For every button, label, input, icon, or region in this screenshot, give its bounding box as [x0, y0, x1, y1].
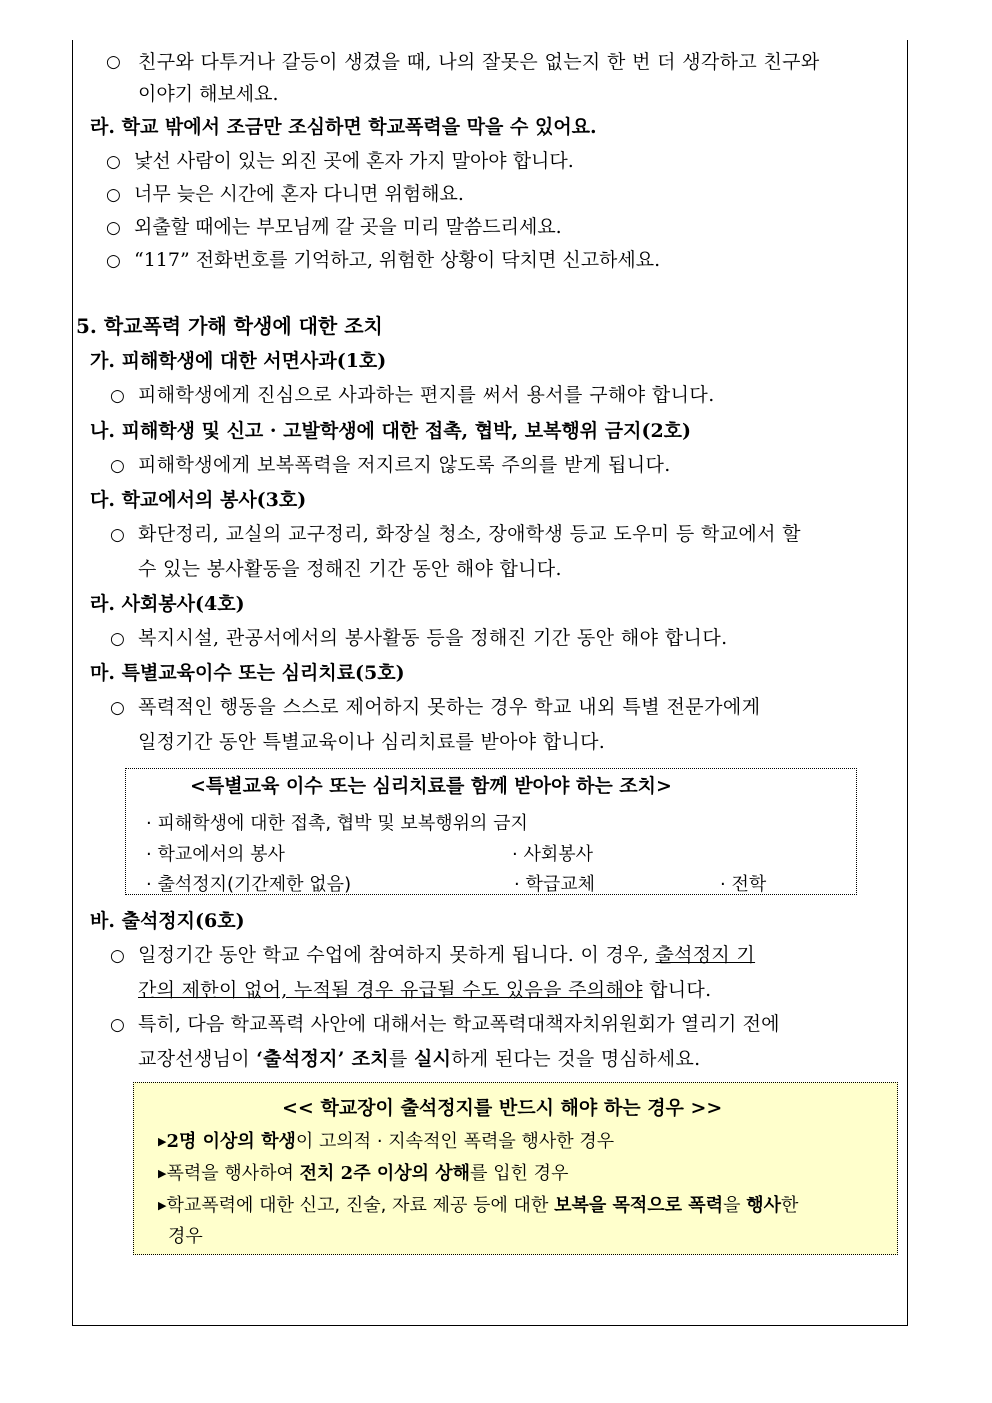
ga-heading: 가. 피해학생에 대한 서면사과(1호) [90, 350, 387, 372]
special-education-box [125, 768, 857, 895]
ba-p1-line-2: 간의 제한이 없어, 누적될 경우 유급될 수도 있음을 주의해야 합니다. [138, 979, 712, 1001]
principal-box-item-1: ▶2명 이상의 학생이 고의적 · 지속적인 폭력을 행사한 경우 [158, 1131, 615, 1152]
da-line-1: 화단정리, 교실의 교구정리, 화장실 청소, 장애학생 등교 도우미 등 학교에서 할 [138, 523, 801, 545]
principal-box-item-3: ▶학교폭력에 대한 신고, 진술, 자료 제공 등에 대한 보복을 목적으로 폭력을 행사한 [158, 1195, 799, 1216]
bullet-icon: ○ [106, 218, 121, 238]
special-box-item: · 학급교체 [514, 874, 595, 895]
ra-item-1: 낯선 사람이 있는 외진 곳에 혼자 가지 말아야 합니다. [134, 150, 574, 172]
bullet-icon: ○ [110, 629, 125, 649]
special-box-item: · 피해학생에 대한 접촉, 협박 및 보복행위의 금지 [146, 813, 528, 834]
bullet-icon: ○ [110, 386, 125, 406]
ra-item-4: “117” 전화번호를 기억하고, 위험한 상황이 닥치면 신고하세요. [134, 249, 661, 271]
ma-line-1: 폭력적인 행동을 스스로 제어하지 못하는 경우 학교 내외 특별 전문가에게 [138, 696, 761, 718]
special-box-title: <특별교육 이수 또는 심리치료를 함께 받아야 하는 조치> [190, 775, 672, 797]
ba-p2-line-1: 특히, 다음 학교폭력 사안에 대해서는 학교폭력대책자치위원회가 열리기 전에 [138, 1013, 780, 1035]
principal-box-item-2: ▶폭력을 행사하여 전치 2주 이상의 상해를 입힌 경우 [158, 1163, 569, 1184]
da-line-2: 수 있는 봉사활동을 정해진 기간 동안 해야 합니다. [138, 558, 562, 580]
principal-box-title: << 학교장이 출석정지를 반드시 해야 하는 경우 >> [282, 1097, 723, 1119]
ba-heading: 바. 출석정지(6호) [90, 910, 245, 932]
bullet-icon: ○ [106, 152, 121, 172]
principal-box-item-3-cont: 경우 [168, 1226, 203, 1247]
intro-line-1: 친구와 다투거나 갈등이 생겼을 때, 나의 잘못은 없는지 한 번 더 생각하고 친구와 [138, 51, 820, 73]
ra2-heading: 라. 사회봉사(4호) [90, 593, 245, 615]
bullet-icon: ○ [110, 456, 125, 476]
ba-p2-line-2: 교장선생님이 ‘출석정지’ 조치를 실시하게 된다는 것을 명심하세요. [138, 1048, 701, 1070]
ma-heading: 마. 특별교육이수 또는 심리치료(5호) [90, 662, 405, 684]
ra2-item: 복지시설, 관공서에서의 봉사활동 등을 정해진 기간 동안 해야 합니다. [138, 627, 728, 649]
triangle-bullet-icon: ▶ [158, 1135, 167, 1148]
da-heading: 다. 학교에서의 봉사(3호) [90, 489, 307, 511]
triangle-bullet-icon: ▶ [158, 1167, 167, 1180]
bullet-icon: ○ [106, 251, 121, 271]
bullet-icon: ○ [106, 52, 121, 72]
bullet-icon: ○ [110, 698, 125, 718]
principal-suspension-box [133, 1082, 898, 1255]
section-5-heading: 5. 학교폭력 가해 학생에 대한 조치 [76, 314, 383, 338]
ba-p1-line-1: 일정기간 동안 학교 수업에 참여하지 못하게 됩니다. 이 경우, 출석정지 기 [138, 944, 756, 966]
ra-item-3: 외출할 때에는 부모님께 갈 곳을 미리 말씀드리세요. [134, 216, 562, 238]
special-box-item: · 전학 [720, 874, 767, 895]
na-heading: 나. 피해학생 및 신고 · 고발학생에 대한 접촉, 협박, 보복행위 금지(2호) [90, 420, 692, 442]
bullet-icon: ○ [110, 525, 125, 545]
special-box-item: · 사회봉사 [512, 844, 593, 865]
bullet-icon: ○ [110, 1015, 125, 1035]
special-box-item: · 출석정지(기간제한 없음) [146, 874, 352, 895]
triangle-bullet-icon: ▶ [158, 1199, 167, 1212]
intro-line-2: 이야기 해보세요. [138, 83, 279, 105]
bullet-icon: ○ [106, 185, 121, 205]
bullet-icon: ○ [110, 946, 125, 966]
ma-line-2: 일정기간 동안 특별교육이나 심리치료를 받아야 합니다. [138, 731, 606, 753]
na-item: 피해학생에게 보복폭력을 저지르지 않도록 주의를 받게 됩니다. [138, 454, 671, 476]
section-ra-heading: 라. 학교 밖에서 조금만 조심하면 학교폭력을 막을 수 있어요. [90, 116, 597, 138]
ra-item-2: 너무 늦은 시간에 혼자 다니면 위험해요. [134, 183, 464, 205]
ga-item: 피해학생에게 진심으로 사과하는 편지를 써서 용서를 구해야 합니다. [138, 384, 715, 406]
special-box-item: · 학교에서의 봉사 [146, 844, 285, 865]
